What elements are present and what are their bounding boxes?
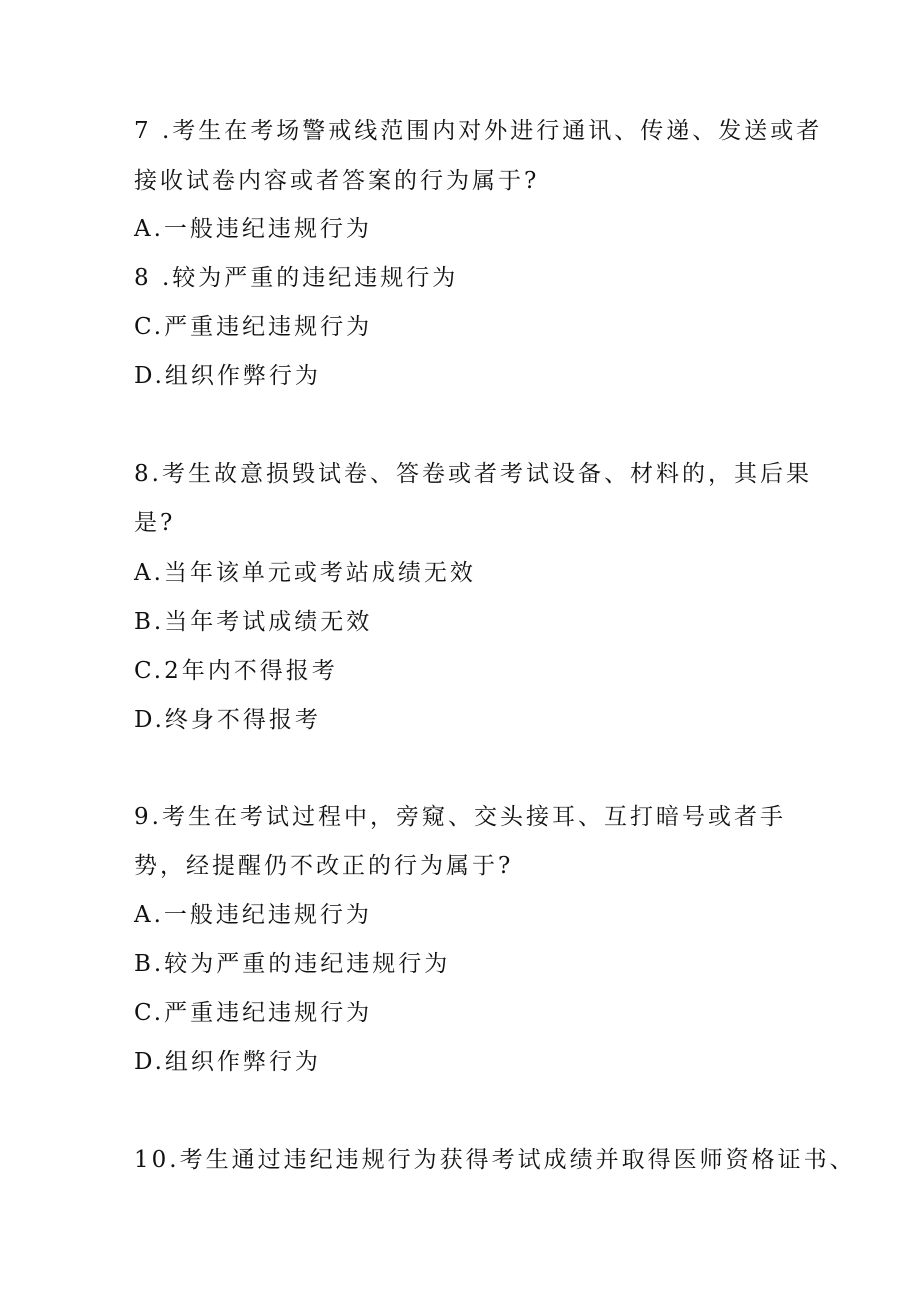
question-9-option-a: A.一般违纪违规行为 [134, 902, 372, 928]
question-8-stem-line-1: 8.考生故意损毁试卷、答卷或者考试设备、材料的，其后果 [134, 461, 812, 487]
question-9-option-c: C.严重违纪违规行为 [134, 1000, 373, 1026]
question-7-stem-line-1: 7 .考生在考场警戒线范围内对外进行通讯、传递、发送或者 [134, 118, 823, 144]
question-8-option-b: B.当年考试成绩无效 [134, 609, 373, 635]
question-8-option-d: D.终身不得报考 [134, 707, 321, 733]
question-7-option-a: A.一般违纪违规行为 [134, 216, 372, 242]
question-9-stem-line-2: 势，经提醒仍不改正的行为属于? [134, 853, 514, 879]
question-8-stem-line-2: 是? [134, 510, 176, 536]
question-7-option-d: D.组织作弊行为 [134, 363, 321, 389]
question-9-stem-line-1: 9.考生在考试过程中，旁窥、交头接耳、互打暗号或者手 [134, 804, 786, 830]
question-10-stem-line-1: 10.考生通过违纪违规行为获得考试成绩并取得医师资格证书、 [134, 1147, 856, 1173]
question-7-option-c: C.严重违纪违规行为 [134, 314, 373, 340]
question-9-option-b: B.较为严重的违纪违规行为 [134, 951, 451, 977]
question-8-option-a: A.当年该单元或考站成绩无效 [134, 560, 476, 586]
question-7-option-b: 8 .较为严重的违纪违规行为 [134, 265, 459, 291]
question-9-option-d: D.组织作弊行为 [134, 1049, 321, 1075]
question-7-stem-line-2: 接收试卷内容或者答案的行为属于? [134, 168, 540, 194]
question-8-option-c: C.2年内不得报考 [134, 658, 338, 684]
